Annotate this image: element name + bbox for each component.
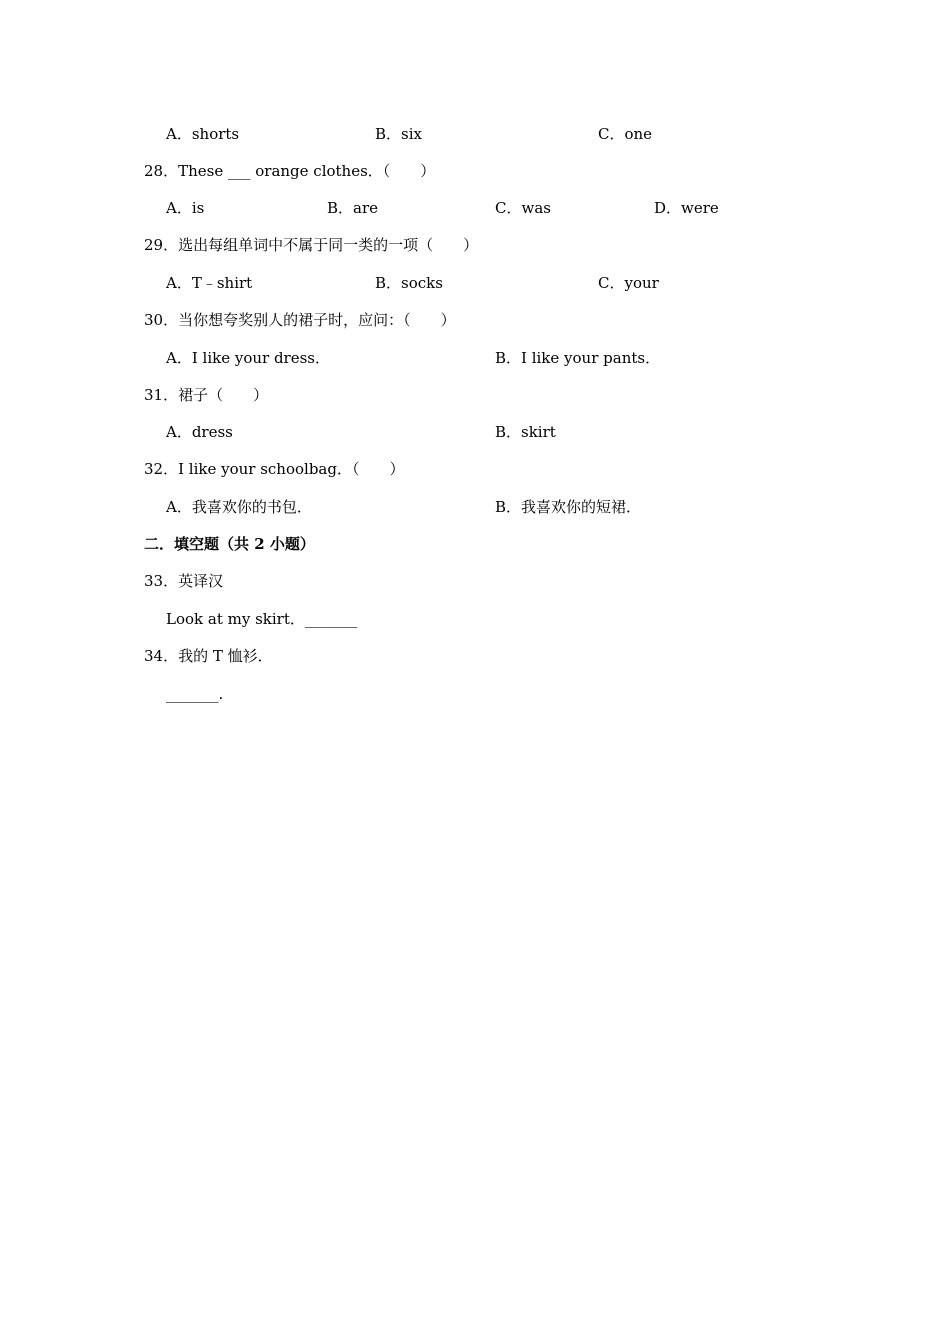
q29-option-c: C．your bbox=[598, 274, 659, 292]
q28-option-c: C．was bbox=[495, 199, 551, 217]
q34-body: _______. bbox=[166, 685, 224, 703]
q30-option-b: B．I like your pants． bbox=[495, 349, 661, 367]
q31-option-b: B．skirt bbox=[495, 423, 556, 441]
section-title: 二．填空题（共 2 小题） bbox=[144, 535, 315, 553]
q33-stem: 33．英译汉 bbox=[144, 572, 224, 590]
q32-option-a: A．我喜欢你的书包． bbox=[166, 498, 312, 516]
q33-body: Look at my skirt．_______ bbox=[166, 610, 358, 628]
q28-stem: 28．These ___ orange clothes．（ ） bbox=[144, 162, 436, 180]
q29-stem: 29．选出每组单词中不属于同一类的一项（ ） bbox=[144, 236, 479, 254]
q28-option-b: B．are bbox=[327, 199, 379, 217]
q31-stem: 31．裙子（ ） bbox=[144, 386, 269, 404]
q34-stem: 34．我的 T 恤衫． bbox=[144, 647, 273, 665]
q28-option-d: D．were bbox=[654, 199, 719, 217]
q30-option-a: A．I like your dress． bbox=[166, 349, 331, 367]
q27-option-c: C．one bbox=[598, 125, 653, 143]
q32-option-b: B．我喜欢你的短裙． bbox=[495, 498, 642, 516]
q30-stem: 30．当你想夸奖别人的裙子时，应问：（ ） bbox=[144, 311, 456, 329]
q32-stem: 32．I like your schoolbag．（ ） bbox=[144, 460, 405, 478]
q27-option-a: A．shorts bbox=[166, 125, 240, 143]
q29-option-b: B．socks bbox=[375, 274, 443, 292]
q31-option-a: A．dress bbox=[166, 423, 233, 441]
q27-option-b: B．six bbox=[375, 125, 422, 143]
q29-option-a: A．T﹣shirt bbox=[166, 274, 253, 292]
q28-option-a: A．is bbox=[166, 199, 205, 217]
